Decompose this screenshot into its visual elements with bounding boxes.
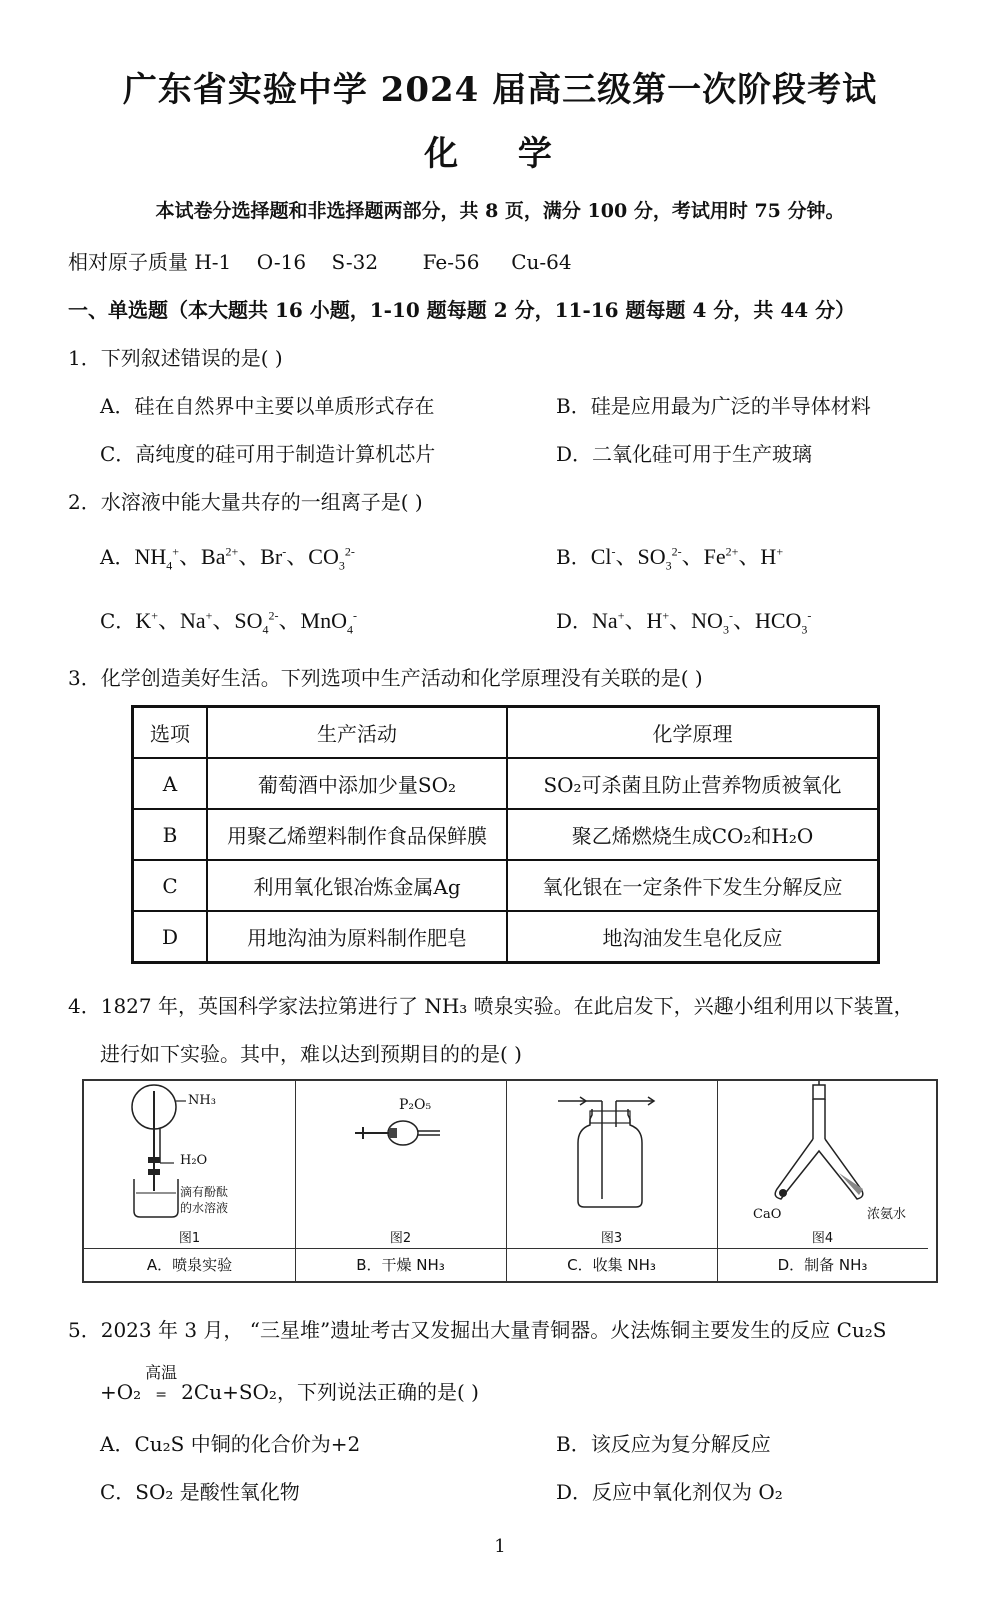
q3-table xyxy=(131,705,880,964)
figure-number: 图3 xyxy=(600,1231,623,1246)
row-principle: 地沟油发生皂化反应 xyxy=(507,911,879,963)
table-row xyxy=(133,809,879,860)
label-cao: CaO xyxy=(753,1207,782,1222)
label-p2o5: P₂O₅ xyxy=(399,1097,432,1113)
header-activity: 生产活动 xyxy=(207,707,507,759)
row-activity: 葡萄酒中添加少量SO₂ xyxy=(207,758,507,809)
q5-option-b: B．该反应为复分解反应 xyxy=(556,1432,771,1456)
figure-number: 图1 xyxy=(178,1231,201,1246)
label-solution: 的水溶液 xyxy=(180,1201,229,1215)
figure-3 xyxy=(506,1081,718,1281)
q2-option-b: B．Cl-、$SO_3^{2-}$、$Fe^{2+}$、H+ xyxy=(556,544,784,573)
question-4-stem-2: 进行如下实验。其中，难以达到预期目的的是( ) xyxy=(100,1042,522,1066)
section-heading: 一、单选题（本大题共 16 小题，1-10 题每题 2 分，11-16 题每题 4 分，共 44 分） xyxy=(68,298,856,322)
exam-title: 广东省实验中学 2024 届高三级第一次阶段考试 xyxy=(122,70,878,110)
table-header-row xyxy=(133,707,879,759)
q2-option-d: D．Na+、H+、$NO_3^-$、$HCO_3^-$ xyxy=(556,608,812,637)
question-5-stem-2: +O₂ 高温 = 2Cu+SO₂，下列说法正确的是( ) xyxy=(100,1376,479,1405)
subject-title: 化 学 xyxy=(424,134,576,174)
row-option: D xyxy=(133,911,208,963)
row-principle: SO₂可杀菌且防止营养物质被氧化 xyxy=(507,758,879,809)
row-principle: 聚乙烯燃烧生成CO₂和H₂O xyxy=(507,809,879,860)
label-ammonia: 浓氨水 xyxy=(867,1207,907,1222)
label-nh3: NH₃ xyxy=(188,1093,216,1108)
figure-caption: C．收集 NH₃ xyxy=(506,1248,717,1281)
question-1-stem: 1．下列叙述错误的是( ) xyxy=(68,346,283,370)
header-option: 选项 xyxy=(133,707,208,759)
row-option: B xyxy=(133,809,208,860)
gas-bottle-icon xyxy=(506,1081,717,1251)
question-5-stem-1: 5．2023 年 3 月， “三星堆”遗址考古又发掘出大量青铜器。火法炼铜主要发生的反应 Cu₂S xyxy=(68,1318,887,1342)
row-activity: 用地沟油为原料制作肥皂 xyxy=(207,911,507,963)
table-row xyxy=(133,758,879,809)
y-tube-icon xyxy=(717,1081,928,1251)
q1-option-c: C．高纯度的硅可用于制造计算机芯片 xyxy=(100,442,436,466)
page-number: 1 xyxy=(494,1536,506,1557)
q1-option-b: B．硅是应用最为广泛的半导体材料 xyxy=(556,394,871,418)
question-3-stem: 3．化学创造美好生活。下列选项中生产活动和化学原理没有关联的是( ) xyxy=(68,666,703,690)
row-option: A xyxy=(133,758,208,809)
question-2-stem: 2．水溶液中能大量共存的一组离子是( ) xyxy=(68,490,423,514)
label-phenolphthalein: 滴有酚酞 xyxy=(180,1185,229,1199)
atomic-masses: 相对原子质量 H-1 O-16 S-32 Fe-56 Cu-64 xyxy=(68,250,572,274)
table-row xyxy=(133,911,879,963)
figure-caption: D．制备 NH₃ xyxy=(717,1248,928,1281)
q2-option-c: C．K+、Na+、$SO_4^{2-}$、MnO$_4$- xyxy=(100,608,357,637)
q1-option-a: A．硅在自然界中主要以单质形式存在 xyxy=(100,394,435,418)
row-principle: 氧化银在一定条件下发生分解反应 xyxy=(507,860,879,911)
figure-number: 图2 xyxy=(389,1231,412,1246)
q1-option-d: D．二氧化硅可用于生产玻璃 xyxy=(556,442,813,466)
question-4-stem-1: 4．1827 年，英国科学家法拉第进行了 NH₃ 喷泉实验。在此启发下，兴趣小组利用以下装置， xyxy=(68,994,914,1018)
row-option: C xyxy=(133,860,208,911)
figure-caption: A．喷泉实验 xyxy=(84,1248,295,1281)
header-principle: 化学原理 xyxy=(507,707,879,759)
q5-option-a: A．Cu₂S 中铜的化合价为+2 xyxy=(100,1432,361,1456)
q5-option-d: D．反应中氧化剂仅为 O₂ xyxy=(556,1480,783,1504)
equation-right: 2Cu+SO₂，下列说法正确的是( ) xyxy=(181,1380,479,1404)
label-h2o: H₂O xyxy=(180,1153,208,1168)
figure-1 xyxy=(84,1081,296,1281)
reaction-condition: 高温 xyxy=(145,1363,178,1382)
table-row xyxy=(133,860,879,911)
figure-2 xyxy=(295,1081,507,1281)
equation-left: +O₂ xyxy=(100,1380,142,1404)
exam-instruction: 本试卷分选择题和非选择题两部分，共 8 页，满分 100 分，考试用时 75 分钟。 xyxy=(155,200,845,222)
q4-figures xyxy=(82,1079,938,1283)
row-activity: 利用氧化银冶炼金属Ag xyxy=(207,860,507,911)
figure-4 xyxy=(717,1081,928,1281)
q5-option-c: C．SO₂ 是酸性氧化物 xyxy=(100,1480,300,1504)
figure-caption: B．干燥 NH₃ xyxy=(295,1248,506,1281)
figure-number: 图4 xyxy=(811,1231,834,1246)
row-activity: 用聚乙烯塑料制作食品保鲜膜 xyxy=(207,809,507,860)
q2-option-a: A．$NH_4^+$、$Ba^{2+}$、Br-、$CO_3^{2-}$ xyxy=(100,544,355,573)
